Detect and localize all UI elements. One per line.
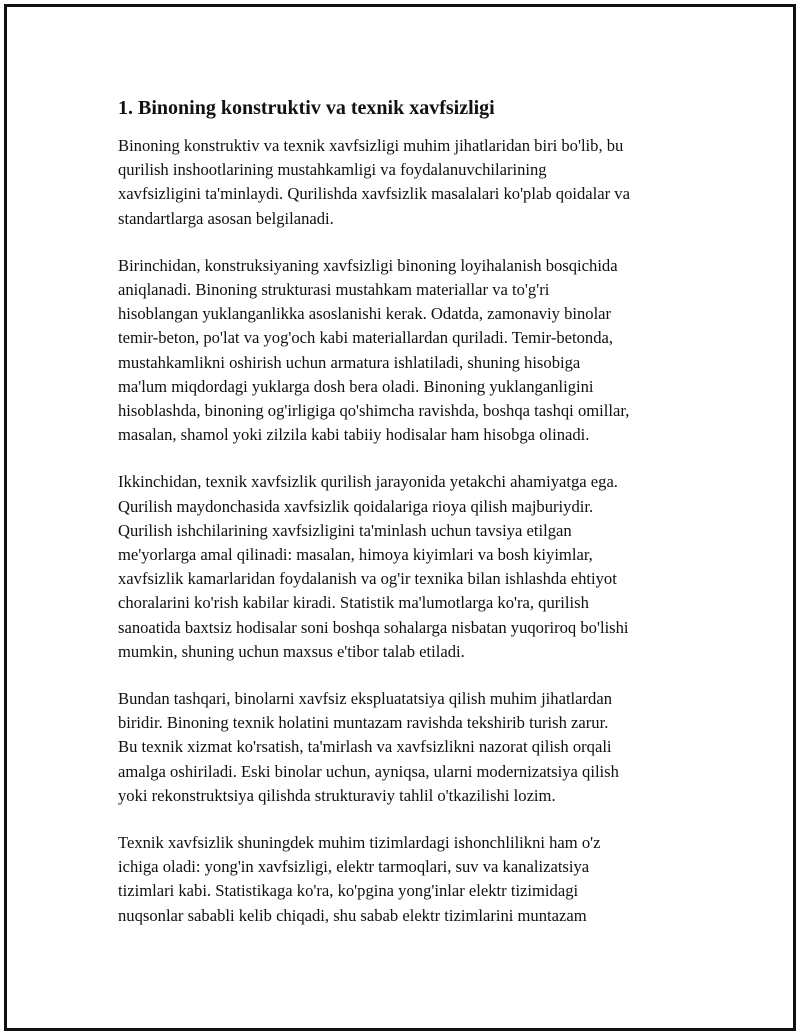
paragraph-line: temir-beton, po'lat va yog'och kabi materiallardan quriladi. Temir-betonda, xyxy=(118,328,614,348)
paragraph-line: Bundan tashqari, binolarni xavfsiz ekspluatatsiya qilish muhim jihatlardan xyxy=(118,689,613,709)
paragraph-line: Qurilish maydonchasida xavfsizlik qoidalariga rioya qilish majburiydir. xyxy=(118,496,594,516)
paragraph-line: nuqsonlar sababli kelib chiqadi, shu sabab elektr tizimlarini muntazam xyxy=(118,905,587,925)
document-body xyxy=(118,96,698,951)
paragraph-line: Binoning konstruktiv va texnik xavfsizligi muhim jihatlaridan biri bo'lib, bu xyxy=(118,136,624,155)
paragraph-line: masalan, shamol yoki zilzila kabi tabiiy hodisalar ham hisobga olinadi. xyxy=(118,425,590,445)
paragraph-line: Qurilish ishchilarining xavfsizligini ta'minlash uchun tavsiya etilgan xyxy=(118,520,572,540)
paragraph-line: standartlarga asosan belgilanadi. xyxy=(118,208,334,228)
paragraph-line: tizimlari kabi. Statistikaga ko'ra, ko'pgina yong'inlar elektr tizimidagi xyxy=(118,881,579,901)
paragraph xyxy=(118,254,698,448)
paragraph-line: me'yorlarga amal qilinadi: masalan, himoya kiyimlari va bosh kiyimlar, xyxy=(118,545,593,565)
paragraph-line: Ikkinchidan, texnik xavfsizlik qurilish jarayonida yetakchi ahamiyatga ega. xyxy=(118,472,618,492)
paragraph-line: hisoblangan yuklanganlikka asoslanishi kerak. Odatda, zamonaviy binolar xyxy=(118,304,612,324)
paragraph-line: amalga oshiriladi. Eski binolar uchun, ayniqsa, ularni modernizatsiya qilish xyxy=(118,761,619,781)
paragraph xyxy=(118,687,698,808)
paragraph-line: aniqlanadi. Binoning strukturasi mustahkam materiallar va to'g'ri xyxy=(118,280,550,300)
paragraph-line: xavfsizlik kamarlaridan foydalanish va og'ir texnika bilan ishlashda ehtiyot xyxy=(118,569,617,589)
paragraph-line: hisoblashda, binoning og'irligiga qo'shimcha ravishda, boshqa tashqi omillar, xyxy=(118,401,630,421)
paragraph-line: biridir. Binoning texnik holatini muntazam ravishda tekshirib turish zarur. xyxy=(118,713,609,733)
paragraph-line: ichiga oladi: yong'in xavfsizligi, elektr tarmoqlari, suv va kanalizatsiya xyxy=(118,857,590,877)
paragraph-line: xavfsizligini ta'minlaydi. Qurilishda xavfsizlik masalalari ko'plab qoidalar va xyxy=(118,184,630,204)
paragraph-line: sanoatida baxtsiz hodisalar soni boshqa sohalarga nisbatan yuqoriroq bo'lishi xyxy=(118,617,629,637)
paragraph-line: Texnik xavfsizlik shuningdek muhim tizimlardagi ishonchlilikni ham o'z xyxy=(118,833,601,853)
paragraph xyxy=(118,470,698,664)
paragraph-line: ma'lum miqdordagi yuklarga dosh bera oladi. Binoning yuklanganligini xyxy=(118,376,594,396)
paragraph-list xyxy=(118,134,698,928)
paragraph xyxy=(118,831,698,928)
paragraph-line: Bu texnik xizmat ko'rsatish, ta'mirlash va xavfsizlikni nazorat qilish orqali xyxy=(118,737,612,757)
paragraph-line: mumkin, shuning uchun maxsus e'tibor talab etiladi. xyxy=(118,641,465,661)
paragraph-line: qurilish inshootlarining mustahkamligi va foydalanuvchilarining xyxy=(118,160,547,180)
paragraph-line: choralarini ko'rish kabilar kiradi. Statistik ma'lumotlarga ko'ra, qurilish xyxy=(118,593,589,613)
paragraph xyxy=(118,134,698,231)
paragraph-line: mustahkamlikni oshirish uchun armatura ishlatiladi, shuning hisobiga xyxy=(118,352,581,372)
paragraph-line: yoki rekonstruktsiya qilishda strukturaviy tahlil o'tkazilishi lozim. xyxy=(118,785,556,805)
document-title: 1. Binoning konstruktiv va texnik xavfsizligi xyxy=(118,97,495,119)
paragraph-line: Birinchidan, konstruksiyaning xavfsizligi binoning loyihalanish bosqichida xyxy=(118,255,618,275)
